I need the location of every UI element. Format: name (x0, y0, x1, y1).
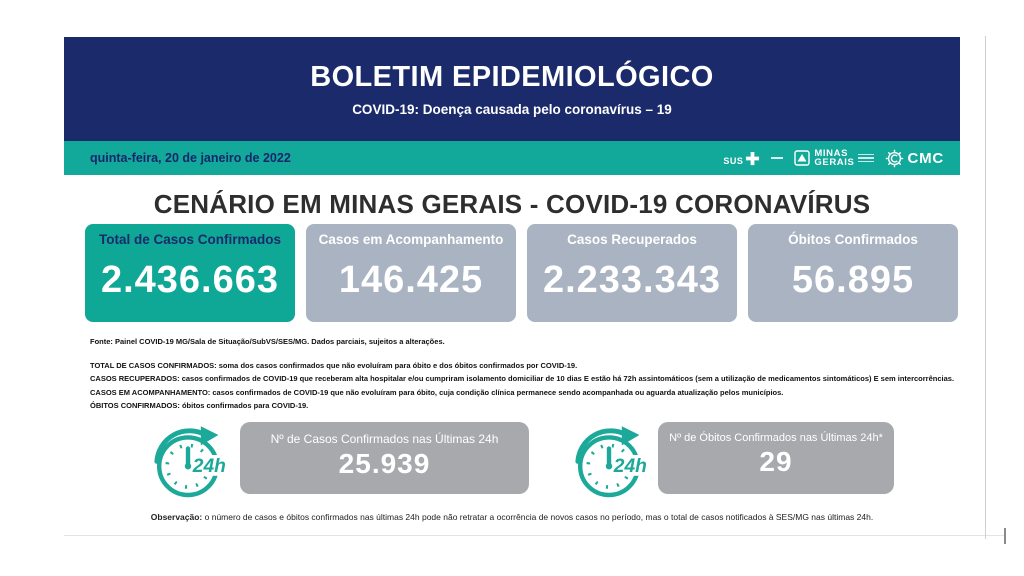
cmc-gear-icon (885, 149, 904, 168)
definition-total-confirmados (90, 361, 954, 374)
stat-value: 2.233.343 (542, 259, 722, 301)
definition-text: casos confirmados de COVID-19 que receberam alta hospitalar e/ou cumpriram isolamento domiciliar de 10 dias E estão há 72h assintomáticos (sem a utilização de medicamentos sintomáticos) E sem intercorrências. (181, 374, 955, 384)
minas-triangle-icon (794, 150, 810, 166)
minas-tagline-lines (858, 154, 874, 163)
stat-label: Casos em Acompanhamento (318, 232, 504, 247)
observation-text: o número de casos e óbitos confirmados nas últimas 24h pode não retratar a ocorrência de novos casos no período, mas o total de casos notificados à SES/MG nas últimas 24h. (204, 512, 874, 522)
sus-cross-icon (745, 151, 760, 166)
stat-cards-row (85, 224, 958, 322)
stat-card-recuperados (527, 224, 737, 322)
source-note: Fonte: Painel COVID-19 MG/Sala de Situação/SubVS/SES/MG. Dados parciais, sujeitos a alterações. (90, 337, 445, 346)
daily-card-value: 29 (759, 446, 793, 477)
stat-label: Óbitos Confirmados (788, 232, 918, 247)
definition-text: soma dos casos confirmados que não evoluíram para óbito e dos óbitos confirmados por COVID-19. (218, 361, 578, 370)
clock-24h-label: 24h (192, 455, 226, 477)
stat-card-obitos (748, 224, 958, 322)
definition-acompanhamento (90, 388, 954, 401)
stat-value: 2.436.663 (100, 259, 280, 301)
clock-24h-icon (148, 423, 228, 503)
stat-label: Casos Recuperados (567, 232, 697, 247)
page-title: BOLETIM EPIDEMIOLÓGICO (310, 61, 714, 93)
daily-card-casos-24h (240, 422, 529, 494)
stat-value: 146.425 (338, 259, 484, 301)
date-bar (64, 141, 960, 175)
header-banner (64, 37, 960, 141)
page-edge-right (985, 36, 986, 539)
page-subtitle: COVID-19: Doença causada pelo coronavírus – 19 (352, 102, 672, 117)
scenario-title: CENÁRIO EM MINAS GERAIS - COVID-19 CORONAVÍRUS (153, 189, 871, 219)
definition-term: CASOS RECUPERADOS: (90, 374, 180, 384)
minas-wordmark-line1: MINAS (814, 148, 849, 159)
date-text: quinta-feira, 20 de janeiro de 2022 (90, 151, 291, 165)
sus-label: SUS (723, 155, 744, 166)
definition-term: CASOS EM ACOMPANHAMENTO: (90, 387, 211, 397)
stat-value: 56.895 (791, 259, 915, 301)
page-edge-mark (1004, 528, 1006, 544)
daily-card-obitos-24h (658, 422, 894, 494)
observation-label: Observação: (150, 512, 203, 522)
daily-card-label: Nº de Casos Confirmados nas Últimas 24h (270, 432, 499, 446)
cmc-logo (885, 149, 944, 168)
minas-wordmark (814, 149, 854, 167)
clock-24h-icon (569, 423, 649, 503)
mais-tagline-bar (771, 157, 783, 159)
observation-note (64, 512, 960, 522)
stat-card-acompanhamento (306, 224, 516, 322)
daily-card-label: Nº de Óbitos Confirmados nas Últimas 24h* (669, 432, 883, 444)
logo-group (723, 149, 944, 168)
definitions-block (90, 361, 954, 415)
page-edge-bottom (64, 535, 1005, 536)
stat-label: Total de Casos Confirmados (98, 232, 282, 247)
daily-card-value: 25.939 (338, 448, 431, 479)
sus-logo (723, 151, 760, 166)
minas-wordmark-line2: GERAIS (814, 157, 855, 168)
clock-24h-label: 24h (613, 455, 647, 477)
definition-text: óbitos confirmados para COVID-19. (181, 401, 309, 411)
definition-term: TOTAL DE CASOS CONFIRMADOS: (90, 361, 217, 370)
definition-obitos (90, 401, 954, 414)
definition-recuperados (90, 374, 954, 387)
cmc-label: CMC (907, 149, 944, 167)
minas-gerais-logo (794, 149, 874, 167)
stat-card-total-confirmados (85, 224, 295, 322)
definition-term: ÓBITOS CONFIRMADOS: (90, 401, 180, 411)
definition-text: casos confirmados de COVID-19 que não evoluíram para óbito, cuja condição clínica permanece sendo acompanhada ou aguarda atualização pelos municípios. (212, 387, 784, 397)
